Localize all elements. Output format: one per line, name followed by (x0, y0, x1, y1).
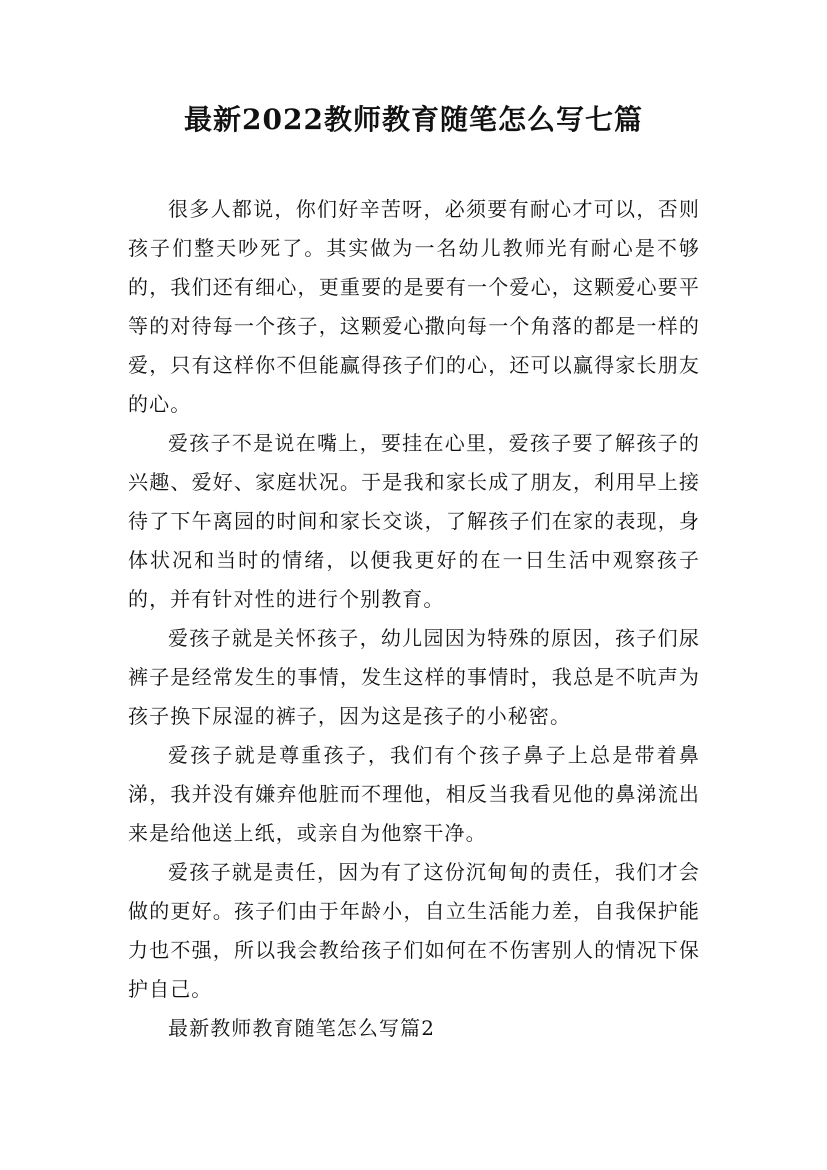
document-body (128, 190, 700, 1048)
paragraph-4: 爱孩子就是尊重孩子，我们有个孩子鼻子上总是带着鼻涕，我并没有嫌弃他脏而不理他，相反当我看见他的鼻涕流出来是给他送上纸，或亲自为他察干净。 (128, 743, 700, 845)
paragraph-1: 很多人都说，你们好辛苦呀，必须要有耐心才可以，否则孩子们整天吵死了。其实做为一名幼儿教师光有耐心是不够的，我们还有细心，更重要的是要有一个爱心，这颗爱心要平等的对待每一个孩子，这颗爱心撒向每一个角落的都是一样的爱，只有这样你不但能赢得孩子们的心，还可以赢得家长朋友的心。 (128, 197, 700, 416)
paragraph-2: 爱孩子不是说在嘴上，要挂在心里，爱孩子要了解孩子的兴趣、爱好、家庭状况。于是我和家长成了朋友，利用早上接待了下午离园的时间和家长交谈，了解孩子们在家的表现，身体状况和当时的情绪，以便我更好的在一日生活中观察孩子的，并有针对性的进行个别教育。 (128, 431, 700, 611)
section-heading-2: 最新教师教育随笔怎么写篇2 (168, 1016, 436, 1040)
paragraph-3: 爱孩子就是关怀孩子，幼儿园因为特殊的原因，孩子们尿裤子是经常发生的事情，发生这样的事情时，我总是不吭声为孩子换下尿湿的裤子，因为这是孩子的小秘密。 (128, 626, 700, 728)
document-title: 最新2022教师教育随笔怎么写七篇 (184, 103, 643, 136)
paragraph-5: 爱孩子就是责任，因为有了这份沉甸甸的责任，我们才会做的更好。孩子们由于年龄小，自立生活能力差，自我保护能力也不强，所以我会教给孩子们如何在不伤害别人的情况下保护自己。 (128, 860, 700, 1001)
